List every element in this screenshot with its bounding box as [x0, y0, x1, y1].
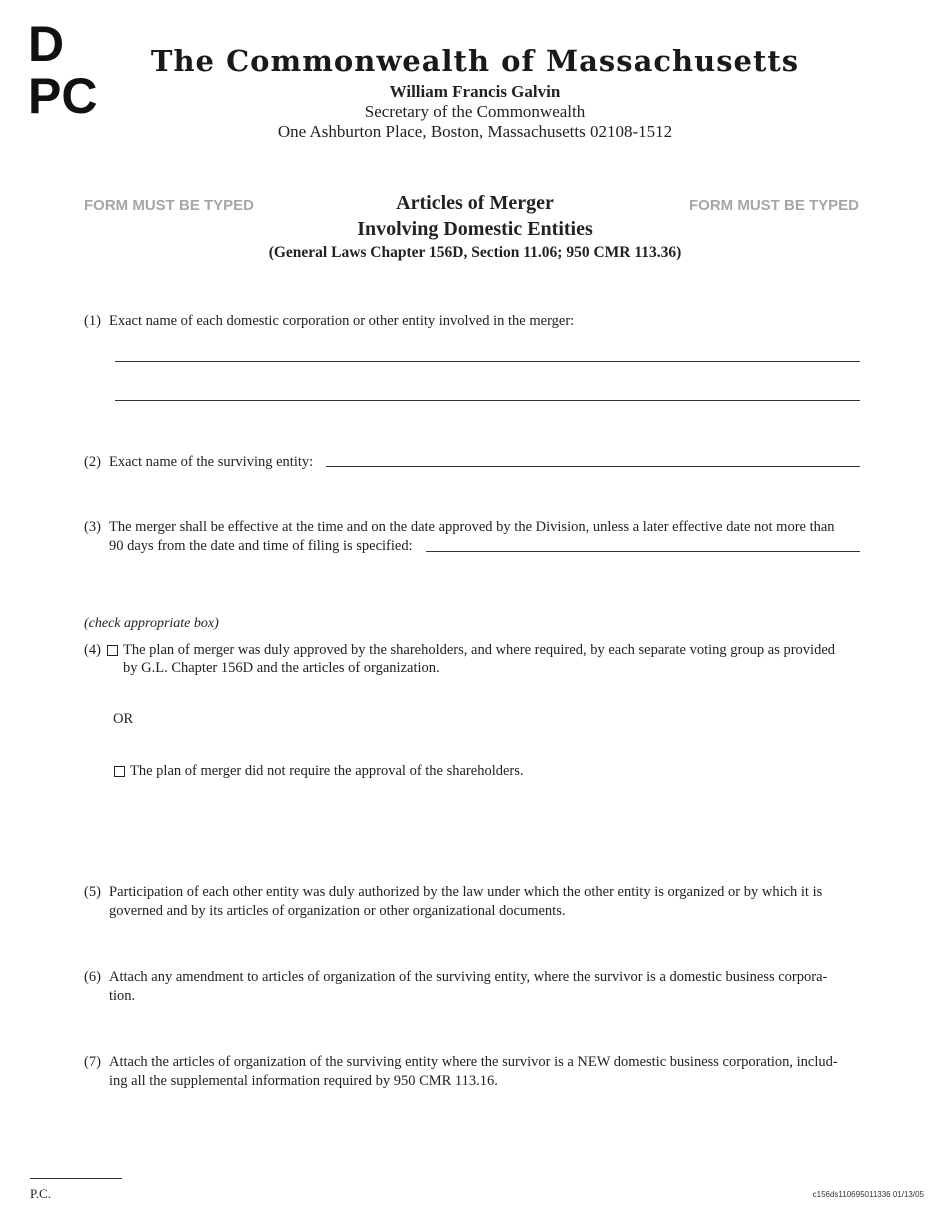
- form-must-be-typed-right: FORM MUST BE TYPED: [689, 197, 860, 214]
- item-4-option1-line1: The plan of merger was duly approved by the shareholders, and where required, by each separate voting group as provided: [123, 642, 836, 658]
- dpc-logo-top: D: [28, 16, 65, 72]
- form-code: c156ds110695011336 01/13/05: [812, 1190, 924, 1199]
- form-title: Articles of Merger: [396, 192, 554, 214]
- footer-initials: P.C.: [30, 1186, 51, 1201]
- check-box-hint: (check appropriate box): [84, 616, 219, 631]
- dpc-logo-bottom: PC: [28, 68, 98, 124]
- checkbox-approved-by-shareholders[interactable]: [107, 645, 118, 656]
- form-must-be-typed-left: FORM MUST BE TYPED: [84, 197, 255, 214]
- statute-reference: (General Laws Chapter 156D, Section 11.06; 950 CMR 113.36): [268, 244, 682, 261]
- item-7-number: (7): [84, 1054, 101, 1070]
- item-5-text-line1: Participation of each other entity was duly authorized by the law under which the other entity is organized or by which it is: [109, 884, 823, 900]
- surviving-entity-field[interactable]: [326, 466, 860, 467]
- item-1-text: Exact name of each domestic corporation or other entity involved in the merger:: [109, 313, 575, 329]
- office-address: One Ashburton Place, Boston, Massachusetts 02108-1512: [277, 122, 673, 141]
- item-1-number: (1): [84, 313, 101, 329]
- item-6-text-line1: Attach any amendment to articles of organization of the surviving entity, where the survivor is a domestic business corpora-: [109, 969, 828, 985]
- entity-name-field-2[interactable]: [115, 400, 860, 401]
- commonwealth-heading: The Commonwealth of Massachusetts: [150, 44, 800, 78]
- item-4-option2: The plan of merger did not require the approval of the shareholders.: [130, 763, 524, 779]
- item-2-text: Exact name of the surviving entity:: [109, 454, 314, 470]
- item-6-text-line2: tion.: [109, 988, 136, 1004]
- item-3-number: (3): [84, 519, 101, 535]
- item-3-text-line1: The merger shall be effective at the time and on the date approved by the Division, unless a later effective date not more than: [109, 519, 835, 535]
- official-name: William Francis Galvin: [389, 82, 561, 101]
- effective-date-field[interactable]: [426, 551, 860, 552]
- item-6-number: (6): [84, 969, 101, 985]
- item-5-number: (5): [84, 884, 101, 900]
- initials-line: [30, 1178, 122, 1179]
- form-subtitle: Involving Domestic Entities: [357, 218, 593, 240]
- item-3-text-line2: 90 days from the date and time of filing is specified:: [109, 538, 413, 554]
- item-4-or: OR: [113, 711, 134, 727]
- item-7-text-line2: ing all the supplemental information required by 950 CMR 113.16.: [109, 1073, 498, 1089]
- item-4-number: (4): [84, 642, 101, 658]
- item-4-option1-line2: by G.L. Chapter 156D and the articles of organization.: [123, 660, 440, 676]
- entity-name-field-1[interactable]: [115, 361, 860, 362]
- item-2-number: (2): [84, 454, 101, 470]
- item-5-text-line2: governed and by its articles of organization or other organizational documents.: [109, 903, 566, 919]
- checkbox-no-shareholder-approval[interactable]: [114, 766, 125, 777]
- item-7-text-line1: Attach the articles of organization of the surviving entity where the survivor is a NEW domestic business corporation, includ-: [109, 1054, 838, 1070]
- official-title: Secretary of the Commonwealth: [364, 102, 586, 121]
